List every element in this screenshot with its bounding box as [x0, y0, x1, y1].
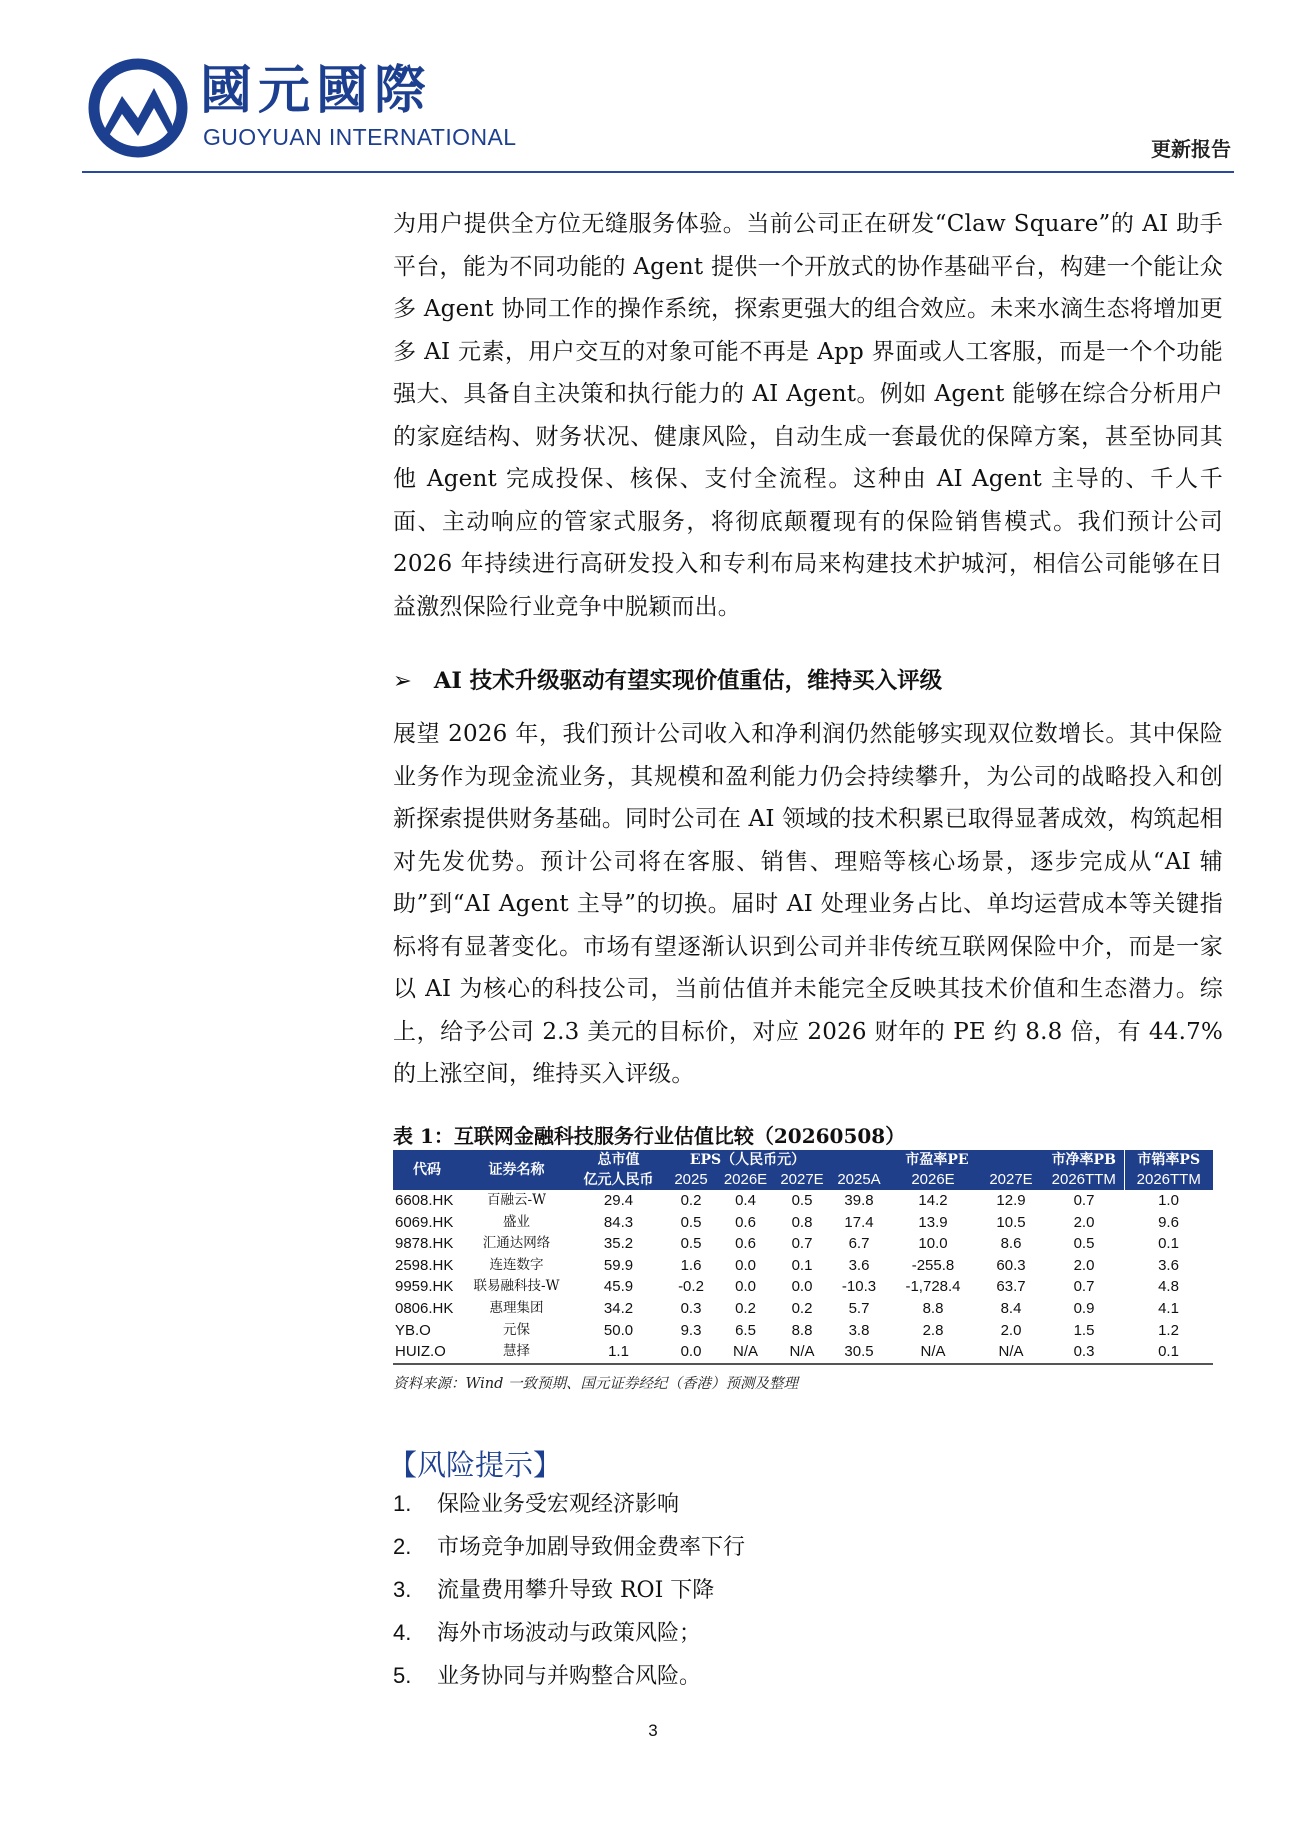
col-header-ps: 市销率PS [1124, 1150, 1213, 1170]
stock-name-cell: 汇通达网络 [482, 1235, 551, 1252]
paragraph-text: 为用户提供全方位无缝服务体验。当前公司正在研发“Claw Square”的 AI 助手平台，能为不同功能的 Agent 提供一个开放式的协作基础平台，构建一个能让众多 Agent 协同工作的操作系统，探索更强大的组合效应。未来水滴生态将增加更多 AI 元素，用户交互的对象可能不再是 App 界面或人工客服，而是一个个功能强大、具备自主决策和执行能力的 AI Agent。例如 Agent 能够在综合分析用户的家庭结构、财务状况、健康风险，自动生成一套最优的保障方案，甚至协同其他 Agent 完成投保、核保、支付全流程。这种由 AI Agent 主导的、千人千面、主动响应的管家式服务，将彻底颠覆现有的保险销售模式。我们预计公司 2026 年持续进行高研发投入和专利布局来构建技术护城河，相信公司能够在日益激烈保险行业竞争中脱颖而出。 [393, 211, 1223, 620]
col-header-code: 代码 [393, 1150, 461, 1190]
list-item-number: 1. [393, 1491, 412, 1516]
col-subheader: 2026E [888, 1170, 978, 1190]
list-item [393, 1654, 745, 1697]
guoyuan-logo-icon [88, 58, 188, 158]
value-cell: 2.0 [1073, 1256, 1095, 1274]
value-cell: 2.8 [922, 1321, 944, 1339]
value-cell: 35.2 [603, 1235, 634, 1253]
value-cell: 1.6 [680, 1256, 702, 1274]
value-cell: 39.8 [844, 1192, 874, 1209]
stock-code-cell: 6069.HK [395, 1213, 454, 1231]
value-cell: 4.1 [1158, 1299, 1179, 1317]
risk-list [393, 1482, 745, 1697]
stock-name-cell: 元保 [503, 1321, 530, 1338]
value-cell: 0.0 [791, 1278, 813, 1296]
value-cell: 60.3 [996, 1256, 1026, 1274]
value-cell: N/A [888, 1341, 978, 1364]
value-cell: 34.2 [603, 1299, 634, 1317]
value-cell: 14.2 [918, 1192, 948, 1209]
value-cell: N/A [978, 1341, 1044, 1364]
stock-name-cell: 惠理集团 [489, 1299, 544, 1316]
value-cell: 0.5 [680, 1213, 702, 1231]
value-cell: 3.6 [848, 1256, 870, 1274]
value-cell: 13.9 [918, 1213, 948, 1231]
table-row [393, 1190, 1213, 1212]
table-row [393, 1276, 1213, 1298]
list-item [393, 1611, 745, 1654]
value-cell: 9.3 [680, 1321, 702, 1339]
table-row [393, 1212, 1213, 1234]
col-subheader: 2027E [774, 1170, 830, 1190]
value-cell: 17.4 [844, 1213, 874, 1231]
stock-name-cell: 连连数字 [489, 1256, 544, 1273]
value-cell: 0.6 [735, 1213, 756, 1231]
list-item [393, 1482, 745, 1525]
value-cell: -1,728.4 [905, 1278, 961, 1296]
value-cell: 0.1 [791, 1256, 813, 1274]
value-cell: N/A [774, 1341, 830, 1364]
value-cell: 0.1 [1124, 1341, 1213, 1364]
stock-code-cell: 9878.HK [395, 1235, 454, 1253]
value-cell: 0.0 [665, 1341, 717, 1364]
col-header-eps: EPS（人民币元） [665, 1150, 830, 1170]
value-cell: 0.8 [791, 1213, 813, 1231]
stock-name-cell: 百融云-W [487, 1192, 546, 1208]
value-cell: 6.5 [735, 1321, 756, 1339]
value-cell: 0.0 [735, 1256, 756, 1274]
valuation-table [393, 1150, 1213, 1365]
value-cell: 2.0 [1000, 1321, 1022, 1339]
value-cell: 0.5 [791, 1192, 813, 1209]
value-cell: 8.6 [1000, 1235, 1022, 1253]
table-source-note: 资料来源：Wind 一致预期、国元证券经纪（香港）预测及整理 [393, 1376, 799, 1392]
value-cell: -0.2 [678, 1278, 704, 1296]
value-cell: 29.4 [603, 1192, 634, 1209]
col-subheader: 2025 [665, 1170, 717, 1190]
value-cell: 0.7 [1073, 1192, 1095, 1209]
value-cell: 2.0 [1073, 1213, 1095, 1231]
value-cell: 63.7 [996, 1278, 1026, 1296]
stock-name-cell: 盛业 [503, 1213, 530, 1230]
value-cell: 3.6 [1158, 1256, 1179, 1274]
value-cell: 1.0 [1158, 1192, 1179, 1209]
value-cell: 1.1 [572, 1341, 665, 1364]
value-cell: 1.5 [1073, 1321, 1095, 1339]
value-cell: 10.0 [918, 1235, 948, 1253]
value-cell: 10.5 [996, 1213, 1026, 1231]
value-cell: 50.0 [603, 1321, 634, 1339]
document-type-label: 更新报告 [1151, 137, 1231, 161]
value-cell: 0.9 [1073, 1299, 1095, 1317]
value-cell: 0.5 [680, 1235, 702, 1253]
value-cell: 0.7 [791, 1235, 813, 1253]
header-divider [82, 171, 1234, 173]
col-subheader: 2026E [717, 1170, 774, 1190]
col-header-name: 证券名称 [461, 1150, 572, 1190]
col-subheader: 2025A [830, 1170, 888, 1190]
value-cell: 0.1 [1158, 1235, 1179, 1253]
col-subheader: 2027E [978, 1170, 1044, 1190]
arrow-bullet-icon: ➢ [393, 668, 412, 694]
col-header-pb: 市净率PB [1044, 1150, 1124, 1170]
value-cell: 84.3 [603, 1213, 634, 1231]
value-cell: 30.5 [830, 1341, 888, 1364]
list-item-number: 2. [393, 1534, 412, 1559]
value-cell: 45.9 [603, 1278, 634, 1296]
value-cell: 5.7 [848, 1299, 870, 1317]
list-item-number: 4. [393, 1620, 412, 1645]
list-item-text: 流量费用攀升导致 ROI 下降 [437, 1578, 715, 1603]
table-row [393, 1298, 1213, 1320]
table-title: 表 1：互联网金融科技服务行业估值比较（20260508） [393, 1124, 906, 1148]
col-subheader: 亿元人民币 [572, 1170, 665, 1190]
value-cell: 9.6 [1158, 1213, 1179, 1231]
list-item-text: 业务协同与并购整合风险。 [437, 1664, 702, 1689]
table-row [393, 1341, 1213, 1364]
list-item-text: 市场竞争加剧导致佣金费率下行 [437, 1535, 746, 1560]
value-cell: 0.2 [735, 1299, 756, 1317]
list-item [393, 1525, 745, 1568]
page-number: 3 [648, 1721, 658, 1740]
value-cell: 8.8 [791, 1321, 813, 1339]
table-row [393, 1233, 1213, 1255]
list-item [393, 1568, 745, 1611]
value-cell: 0.2 [680, 1192, 702, 1209]
col-subheader: 2026TTM [1124, 1170, 1213, 1190]
value-cell: 0.5 [1073, 1235, 1095, 1253]
value-cell: 3.8 [848, 1321, 870, 1339]
value-cell: 0.6 [735, 1235, 756, 1253]
stock-code-cell: 9959.HK [395, 1278, 454, 1296]
value-cell: 0.7 [1073, 1278, 1095, 1296]
stock-name-cell: 慧择 [461, 1341, 572, 1364]
body-paragraph-2 [393, 713, 1223, 1096]
list-item-number: 3. [393, 1577, 412, 1602]
company-name-cn: 國元國際 [200, 61, 433, 121]
value-cell: 59.9 [603, 1256, 634, 1274]
stock-code-cell: 0806.HK [395, 1299, 454, 1317]
stock-code-cell: HUIZ.O [393, 1341, 461, 1364]
stock-name-cell: 联易融科技-W [473, 1278, 560, 1295]
table-row [393, 1255, 1213, 1277]
value-cell: 8.4 [1000, 1299, 1022, 1317]
list-item-number: 5. [393, 1663, 412, 1688]
value-cell: 4.8 [1158, 1278, 1179, 1296]
table-header-row [393, 1150, 1213, 1170]
col-subheader: 2026TTM [1044, 1170, 1124, 1190]
col-header-mktcap: 总市值 [572, 1150, 665, 1170]
value-cell: -255.8 [911, 1256, 955, 1274]
value-cell: 12.9 [996, 1192, 1026, 1209]
section-heading-text: AI 技术升级驱动有望实现价值重估，维持买入评级 [433, 668, 943, 694]
list-item-text: 保险业务受宏观经济影响 [437, 1492, 680, 1517]
value-cell: 1.2 [1158, 1321, 1179, 1339]
value-cell: 6.7 [848, 1235, 870, 1253]
value-cell: N/A [717, 1341, 774, 1364]
section-heading [393, 663, 942, 695]
value-cell: -10.3 [841, 1278, 877, 1296]
stock-code-cell: YB.O [395, 1321, 431, 1339]
list-item-text: 海外市场波动与政策风险； [437, 1621, 702, 1646]
risk-heading: 【风险提示】 [388, 1448, 563, 1482]
col-header-pe: 市盈率PE [830, 1150, 1044, 1170]
paragraph-text: 展望 2026 年，我们预计公司收入和净利润仍然能够实现双位数增长。其中保险业务作为现金流业务，其规模和盈利能力仍会持续攀升，为公司的战略投入和创新探索提供财务基础。同时公司在 AI 领域的技术积累已取得显著成效，构筑起相对先发优势。预计公司将在客服、销售、理赔等核心场景，逐步完成从“AI 辅助”到“AI Agent 主导”的切换。届时 AI 处理业务占比、单均运营成本等关键指标将有显著变化。市场有望逐渐认识到公司并非传统互联网保险中介，而是一家以 AI 为核心的科技公司，当前估值并未能完全反映其技术价值和生态潜力。综上，给予公司 2.3 美元的目标价，对应 2026 财年的 PE 约 8.8 倍，有 44.7%的上涨空间，维持买入评级。 [393, 721, 1223, 1087]
value-cell: 0.0 [735, 1278, 756, 1296]
value-cell: 8.8 [922, 1299, 944, 1317]
table-row [393, 1320, 1213, 1342]
value-cell: 0.2 [791, 1299, 813, 1317]
company-name-en: GUOYUAN INTERNATIONAL [203, 124, 517, 150]
body-paragraph-1 [393, 203, 1223, 628]
value-cell: 0.3 [1044, 1341, 1124, 1364]
value-cell: 0.4 [735, 1192, 756, 1209]
stock-code-cell: 2598.HK [395, 1256, 454, 1274]
stock-code-cell: 6608.HK [395, 1192, 454, 1209]
value-cell: 0.3 [680, 1299, 702, 1317]
